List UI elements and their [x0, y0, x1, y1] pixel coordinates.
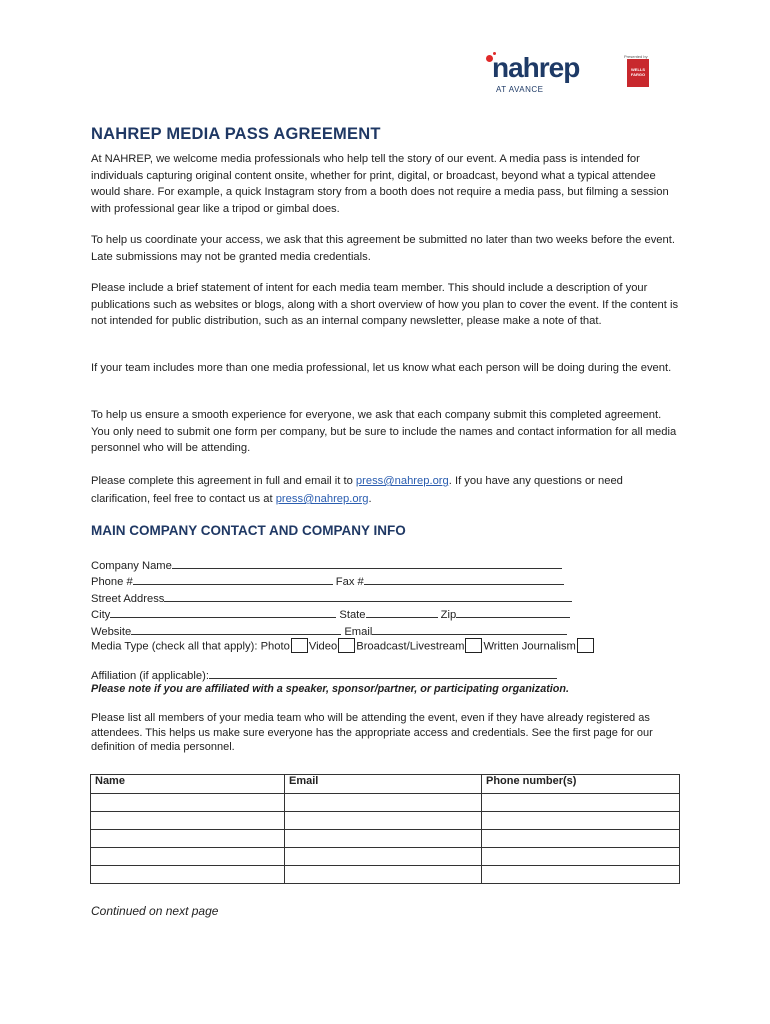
video-checkbox[interactable] [338, 638, 355, 653]
team-paragraph: If your team includes more than one media professional, let us know what each person will be doing during the event. [91, 362, 672, 374]
phone-cell[interactable] [482, 830, 680, 848]
journalism-label: Written Journalism [483, 640, 576, 653]
media-type-row [91, 638, 595, 655]
email-link-1[interactable]: press@nahrep.org [355, 475, 449, 487]
city-state-zip-row [91, 605, 570, 623]
photo-checkbox[interactable] [291, 638, 308, 653]
affiliation-label: Affiliation (if applicable): [91, 670, 209, 682]
name-cell[interactable] [91, 830, 285, 848]
broadcast-checkbox[interactable] [465, 638, 482, 653]
phone-cell[interactable] [482, 866, 680, 884]
phone-field[interactable] [133, 572, 333, 585]
page-title: NAHREP MEDIA PASS AGREEMENT [91, 125, 381, 143]
website-field[interactable] [131, 622, 341, 635]
email-cell[interactable] [285, 848, 482, 866]
affiliation-row [91, 666, 557, 684]
phone-fax-row [91, 572, 564, 590]
affiliation-field[interactable] [209, 666, 557, 679]
contact-text-a: Please complete this agreement in full and email it to [91, 475, 356, 487]
table-row [91, 866, 680, 884]
state-field[interactable] [366, 605, 438, 618]
street-label: Street Address [91, 593, 165, 605]
intro-paragraph: At NAHREP, we welcome media professionals who help tell the story of our event. A media pass is intended for individuals capturing original content onsite, whether for print, digital, or broadcast, beyond what a typical attendee would share. For example, a quick Instagram story from a booth does not require a media pass, but filming a session with professional gear like a tripod or gimbal does. [91, 153, 669, 215]
email-cell[interactable] [285, 866, 482, 884]
email-cell[interactable] [285, 794, 482, 812]
email-cell[interactable] [285, 830, 482, 848]
continued-note: Continued on next page [91, 904, 219, 918]
name-cell[interactable] [91, 812, 285, 830]
email-label: Email [344, 626, 373, 638]
media-type-label: Media Type (check all that apply): [91, 640, 258, 653]
city-label: City [91, 609, 111, 621]
logo-word: nahrep [492, 52, 580, 83]
table-row [91, 830, 680, 848]
sponsor-logo [627, 59, 649, 87]
email-field[interactable] [372, 622, 567, 635]
name-cell[interactable] [91, 848, 285, 866]
members-table [90, 774, 680, 884]
zip-label: Zip [440, 609, 457, 621]
phone-cell[interactable] [482, 848, 680, 866]
table-row [91, 812, 680, 830]
city-field[interactable] [110, 605, 336, 618]
table-header-row [91, 775, 680, 794]
members-intro: Please list all members of your media team who will be attending the event, even if they have already registered as attendees. This helps us make sure everyone has the appropriate access and credentials. See the first page for our definition of media personnel. [91, 712, 653, 753]
phone-cell[interactable] [482, 812, 680, 830]
fax-label: Fax # [335, 576, 364, 588]
email-column-header: Email [285, 775, 482, 794]
fax-field[interactable] [364, 572, 564, 585]
nahrep-logo [486, 52, 601, 98]
intent-paragraph: Please include a brief statement of intent for each media team member. This should include a description of your publications such as websites or blogs, along with a short overview of how you plan to cover the event. If the content is not intended for public distribution, such as an internal company newsletter, please make a note of that. [91, 282, 679, 327]
photo-label: Photo [260, 640, 290, 653]
name-cell[interactable] [91, 794, 285, 812]
table-row [91, 848, 680, 866]
company-name-field[interactable] [172, 556, 562, 569]
email-link-2[interactable]: press@nahrep.org [275, 493, 369, 505]
affiliation-note: Please note if you are affiliated with a speaker, sponsor/partner, or participating organization. [91, 683, 569, 695]
sponsor-caption: Presented by [624, 54, 648, 59]
street-field[interactable] [164, 589, 572, 602]
broadcast-label: Broadcast/Livestream [356, 640, 465, 653]
zip-field[interactable] [456, 605, 570, 618]
contact-text-b: . If you have any questions or need clarification, feel free to contact us at [91, 475, 623, 505]
phone-cell[interactable] [482, 794, 680, 812]
phone-label: Phone # [91, 576, 133, 588]
state-label: State [339, 609, 366, 621]
section-title: MAIN COMPANY CONTACT AND COMPANY INFO [91, 523, 406, 538]
company-name-label: Company Name [91, 560, 172, 572]
contact-text-c: . [368, 493, 372, 505]
sponsor-name: WELLS FARGO [630, 67, 646, 77]
submission-paragraph: To help us ensure a smooth experience for everyone, we ask that each company submit this completed agreement. You only need to submit one form per company, but be sure to include the names and contact information for all media personnel who will be attending. [91, 409, 677, 454]
video-label: Video [308, 640, 338, 653]
table-row [91, 794, 680, 812]
contact-paragraph [91, 472, 681, 508]
website-label: Website [91, 626, 132, 638]
logo-subtitle: AT AVANCE [496, 85, 544, 94]
name-column-header: Name [91, 775, 285, 794]
name-cell[interactable] [91, 866, 285, 884]
phone-column-header: Phone number(s) [482, 775, 680, 794]
journalism-checkbox[interactable] [577, 638, 594, 653]
email-cell[interactable] [285, 812, 482, 830]
deadline-paragraph: To help us coordinate your access, we ask that this agreement be submitted no later than two weeks before the event. Late submissions may not be granted media credentials. [91, 234, 675, 263]
